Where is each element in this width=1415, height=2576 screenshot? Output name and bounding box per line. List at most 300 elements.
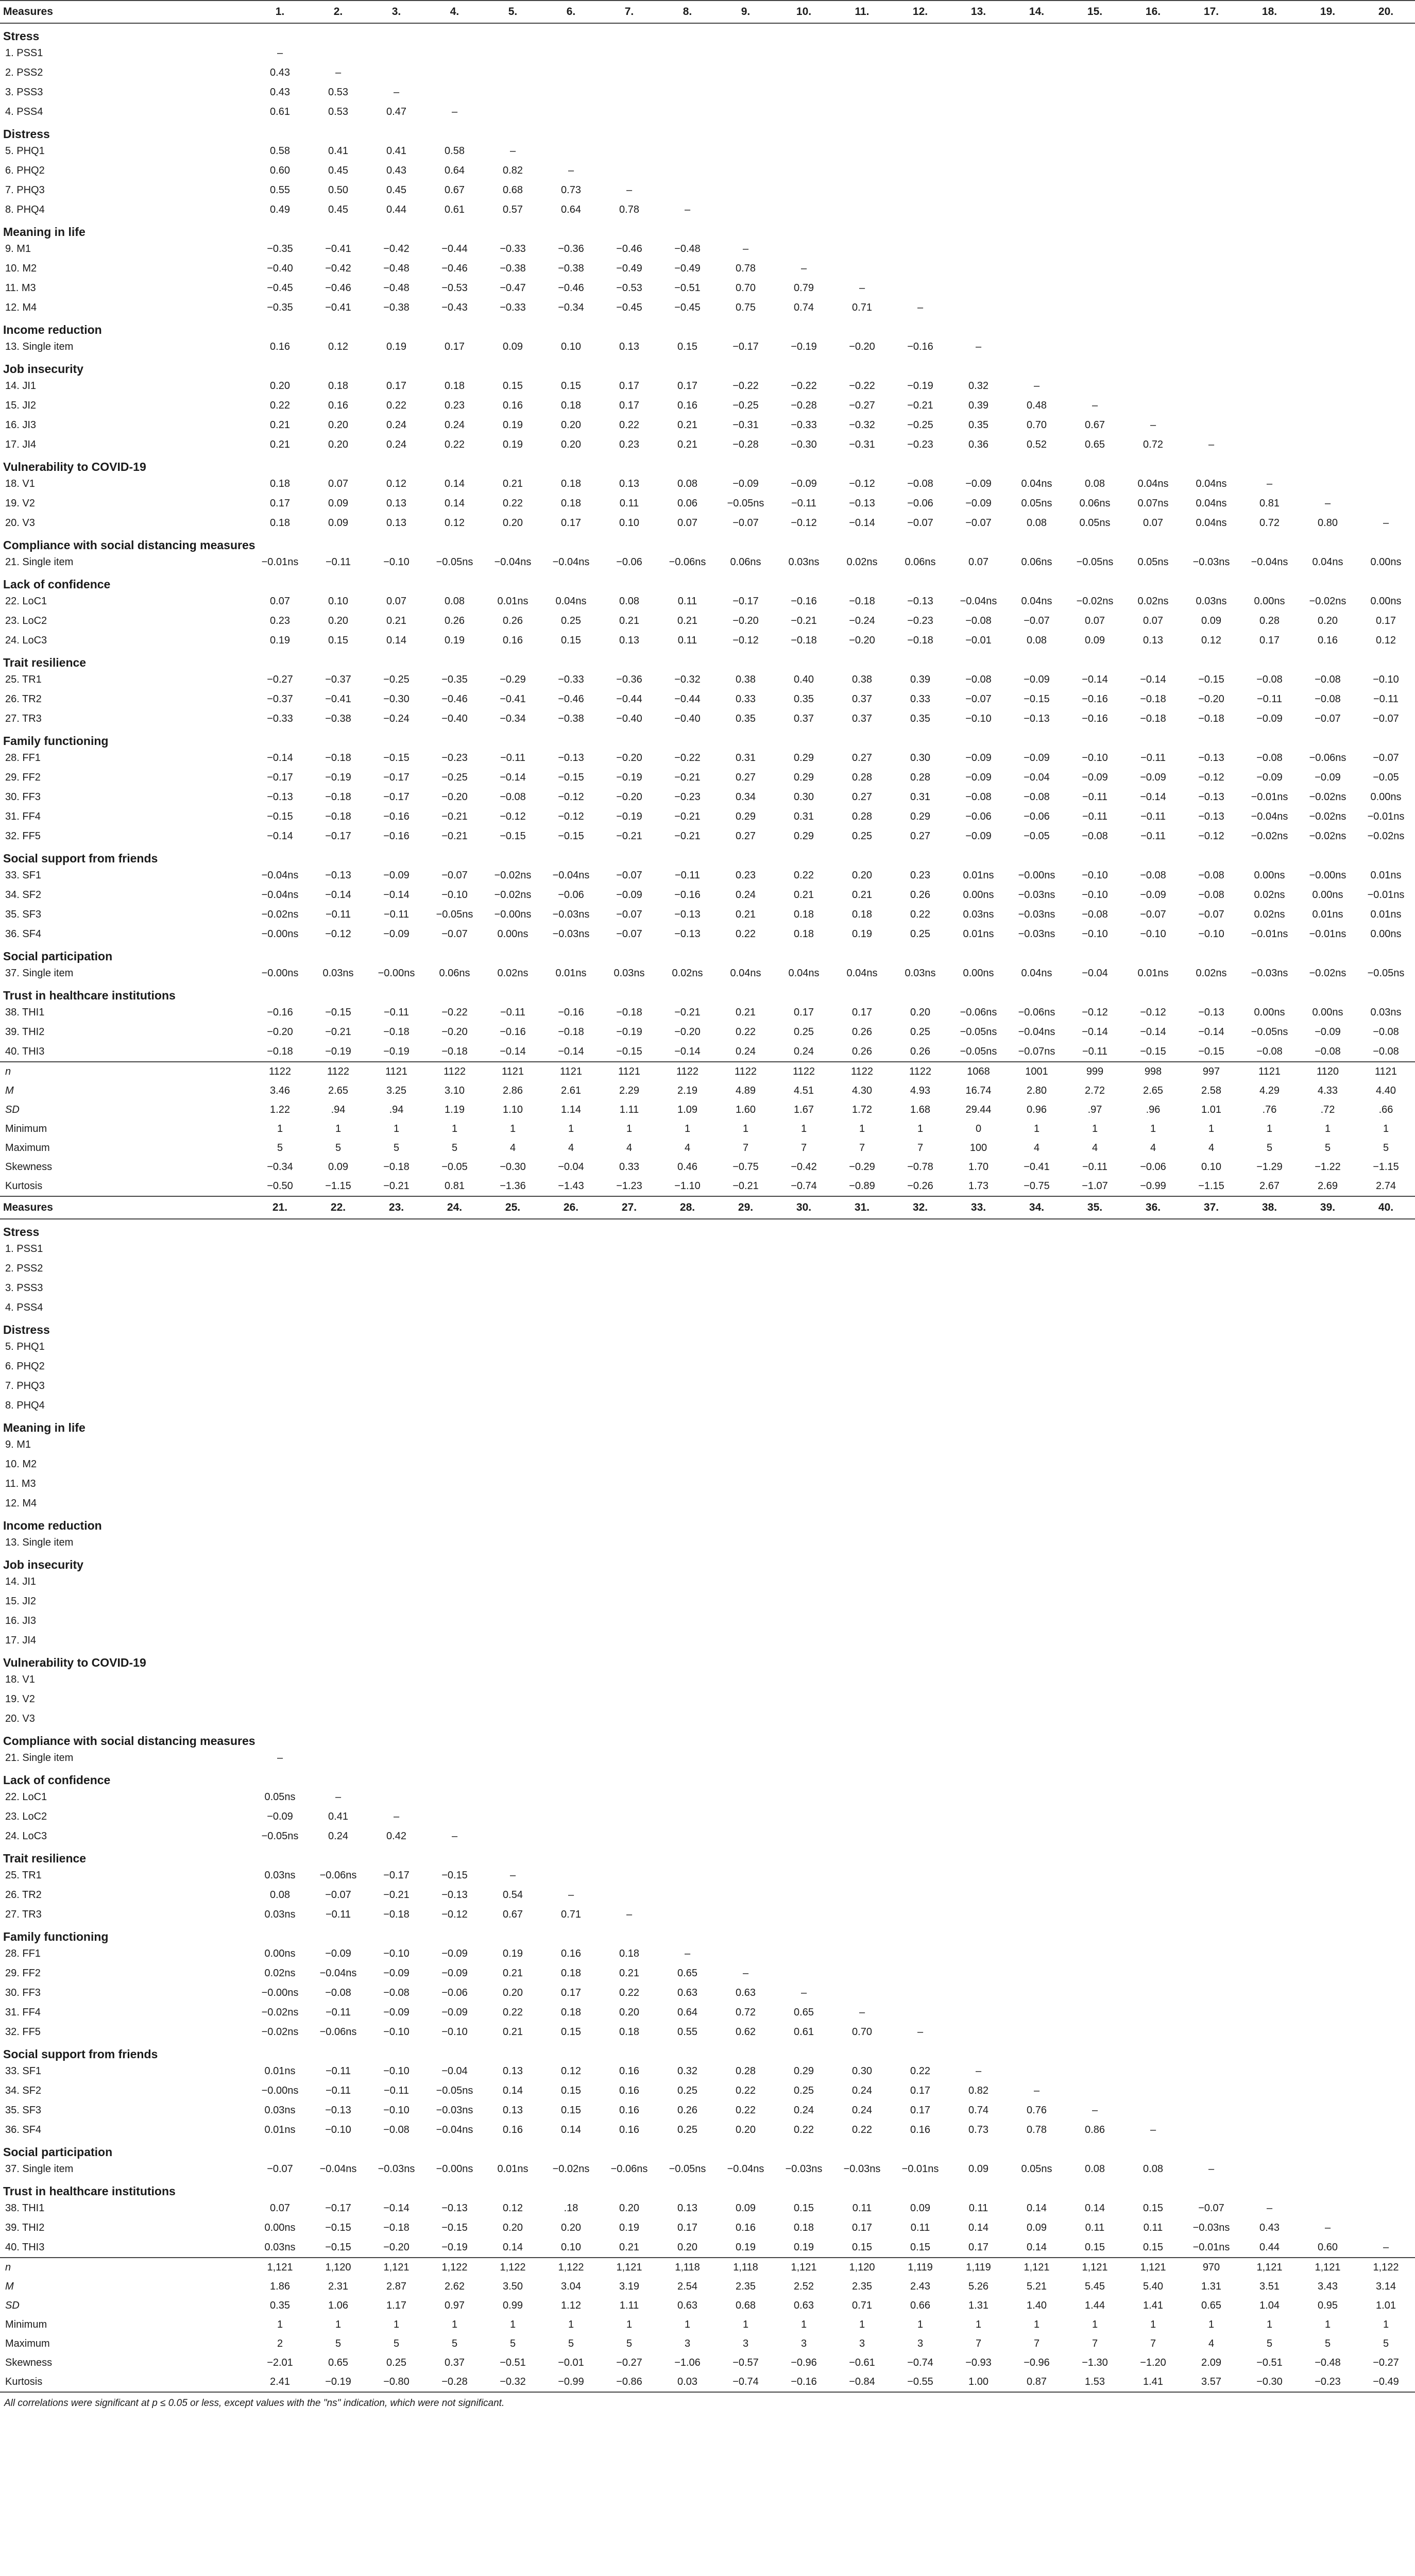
table-cell bbox=[1240, 2081, 1299, 2100]
table-cell: 0.14 bbox=[1027, 2241, 1047, 2253]
table-cell bbox=[542, 1572, 600, 1591]
table-cell bbox=[309, 1278, 367, 1298]
table-cell bbox=[1008, 2022, 1066, 2042]
table-cell bbox=[1124, 1572, 1182, 1591]
table-cell bbox=[600, 1396, 658, 1415]
table-cell bbox=[1182, 1337, 1240, 1357]
stats-label: Minimum bbox=[5, 2319, 47, 2330]
stats-cell: 2.35 bbox=[852, 2281, 872, 2292]
table-cell bbox=[1008, 1709, 1066, 1728]
stats-cell: 1 bbox=[335, 1123, 342, 1134]
table-cell: 0.02ns bbox=[1137, 595, 1169, 607]
table-cell bbox=[1182, 1572, 1240, 1591]
table-cell bbox=[309, 1631, 367, 1650]
table-cell: 0.28 bbox=[1259, 615, 1280, 626]
table-cell bbox=[484, 1533, 542, 1552]
table-cell bbox=[367, 1357, 425, 1376]
table-cell: −0.06 bbox=[1024, 810, 1050, 822]
table-cell: −0.53 bbox=[441, 282, 468, 294]
table-cell bbox=[1182, 1963, 1240, 1983]
table-cell: 0.18 bbox=[619, 1947, 639, 1959]
table-cell bbox=[891, 1591, 949, 1611]
table-cell bbox=[425, 1376, 484, 1396]
table-cell bbox=[600, 1278, 658, 1298]
stats-cell: 2.61 bbox=[561, 1085, 581, 1096]
table-cell: −0.13 bbox=[441, 2202, 468, 2214]
table-cell: −0.03ns bbox=[1251, 967, 1288, 979]
stats-cell: 4 bbox=[568, 1142, 574, 1154]
section-title: Social participation bbox=[3, 950, 113, 963]
table-cell: 0.11 bbox=[1143, 2222, 1163, 2233]
table-cell: 0.23 bbox=[270, 615, 290, 626]
section-row bbox=[0, 1552, 1415, 1572]
table-cell: 0.06ns bbox=[730, 556, 761, 568]
table-cell bbox=[1357, 82, 1415, 102]
table-cell: −0.02ns bbox=[494, 869, 532, 881]
table-cell bbox=[949, 102, 1008, 122]
table-cell: −0.16 bbox=[1082, 713, 1108, 724]
stats-cell: .72 bbox=[1320, 1104, 1335, 1115]
table-cell: −0.10 bbox=[1198, 928, 1224, 940]
table-cell bbox=[833, 1787, 891, 1807]
table-cell: −0.11 bbox=[674, 869, 701, 881]
table-cell bbox=[658, 1748, 717, 1768]
table-cell bbox=[367, 1572, 425, 1591]
table-cell bbox=[1299, 337, 1357, 357]
table-cell: 0.78 bbox=[736, 262, 756, 274]
column-header: 3. bbox=[367, 1, 425, 23]
row-label: 21. Single item bbox=[5, 556, 74, 568]
stats-cell: 0.81 bbox=[445, 1180, 465, 1192]
table-row bbox=[0, 670, 1415, 689]
table-cell: 0.20 bbox=[561, 438, 581, 450]
table-cell bbox=[1182, 200, 1240, 219]
header-row-a bbox=[0, 1, 1415, 23]
stats-cell: 5.26 bbox=[968, 2281, 988, 2292]
measures-header: Measures bbox=[0, 1, 251, 23]
table-cell: −0.22 bbox=[849, 380, 875, 392]
table-cell: 0.24 bbox=[852, 2104, 872, 2116]
table-cell: 0.28 bbox=[852, 810, 872, 822]
table-cell: 0.21 bbox=[677, 615, 697, 626]
row-label: 40. THI3 bbox=[5, 1045, 45, 1057]
stats-cell: 1 bbox=[917, 2319, 924, 2330]
table-cell bbox=[891, 1454, 949, 1474]
table-cell bbox=[717, 180, 775, 200]
table-cell bbox=[1357, 2061, 1415, 2081]
table-cell bbox=[1357, 1572, 1415, 1591]
row-label: 18. V1 bbox=[5, 478, 35, 489]
stats-cell: 1,120 bbox=[833, 2258, 891, 2277]
table-cell bbox=[1066, 1572, 1124, 1591]
table-cell: −0.12 bbox=[791, 517, 817, 529]
table-cell: 0.03ns bbox=[264, 2241, 296, 2253]
table-cell bbox=[717, 1454, 775, 1474]
table-cell bbox=[833, 1337, 891, 1357]
table-cell bbox=[484, 1278, 542, 1298]
stats-cell: 4 bbox=[1092, 1142, 1098, 1154]
stats-cell: 1.70 bbox=[968, 1161, 988, 1173]
table-cell bbox=[1240, 415, 1299, 435]
table-row bbox=[0, 1611, 1415, 1631]
table-cell bbox=[1008, 102, 1066, 122]
table-cell: 0.22 bbox=[270, 399, 290, 411]
table-cell: −0.02ns bbox=[1309, 830, 1346, 842]
stats-cell: 0.33 bbox=[619, 1161, 639, 1173]
table-cell bbox=[1299, 1748, 1357, 1768]
stats-cell: 7 bbox=[742, 1142, 749, 1154]
stats-cell: 3.10 bbox=[445, 1085, 465, 1096]
table-cell bbox=[1124, 1885, 1182, 1905]
table-cell bbox=[600, 102, 658, 122]
stats-cell: −1.15 bbox=[1198, 1180, 1224, 1192]
table-cell: −0.06ns bbox=[319, 2026, 357, 2038]
table-cell: 0.08 bbox=[1027, 517, 1047, 529]
stats-cell: 1122 bbox=[833, 1062, 891, 1081]
table-cell bbox=[1240, 239, 1299, 259]
table-cell bbox=[367, 1435, 425, 1454]
stats-cell: −0.74 bbox=[791, 1180, 817, 1192]
row-label: 14. JI1 bbox=[5, 1575, 37, 1587]
stats-cell: 3 bbox=[800, 2338, 807, 2349]
table-cell: −0.21 bbox=[674, 1006, 701, 1018]
table-cell: −0.08 bbox=[1315, 1045, 1341, 1057]
table-cell: 0.45 bbox=[386, 184, 406, 196]
section-title: Income reduction bbox=[3, 323, 102, 336]
table-cell: – bbox=[1150, 419, 1156, 431]
table-cell: −0.44 bbox=[441, 243, 468, 255]
table-cell: −0.14 bbox=[383, 889, 410, 901]
stats-cell: 1 bbox=[1266, 1123, 1273, 1134]
table-cell: 0.22 bbox=[736, 1026, 756, 1038]
table-cell: 0.23 bbox=[445, 399, 465, 411]
stats-cell: 2.87 bbox=[386, 2281, 406, 2292]
table-cell: −0.07 bbox=[267, 2163, 293, 2175]
table-cell: −0.15 bbox=[325, 2222, 351, 2233]
table-cell: −0.14 bbox=[1198, 1026, 1224, 1038]
table-cell bbox=[1240, 1631, 1299, 1650]
table-cell bbox=[1182, 1670, 1240, 1689]
stats-cell: 3 bbox=[917, 2338, 924, 2349]
table-cell bbox=[1357, 1337, 1415, 1357]
table-cell bbox=[600, 43, 658, 63]
table-cell bbox=[891, 1376, 949, 1396]
table-cell: 0.44 bbox=[1259, 2241, 1280, 2253]
table-cell bbox=[1008, 1631, 1066, 1650]
table-cell: −0.31 bbox=[732, 419, 759, 431]
table-cell: 0.18 bbox=[270, 517, 290, 529]
table-cell: – bbox=[277, 47, 283, 59]
table-cell: −0.08 bbox=[965, 673, 992, 685]
table-cell: 0.21 bbox=[677, 438, 697, 450]
stats-cell: 4 bbox=[626, 1142, 633, 1154]
table-cell bbox=[1357, 180, 1415, 200]
table-cell bbox=[949, 141, 1008, 161]
table-cell: 0.76 bbox=[1027, 2104, 1047, 2116]
stats-cell: 2.62 bbox=[445, 2281, 465, 2292]
table-cell bbox=[658, 102, 717, 122]
row-label: 36. SF4 bbox=[5, 2124, 42, 2136]
table-cell: 0.10 bbox=[328, 595, 348, 607]
table-cell bbox=[1357, 1826, 1415, 1846]
section-title: Family functioning bbox=[3, 1930, 109, 1943]
table-cell: 0.75 bbox=[736, 301, 756, 313]
stats-cell: 1122 bbox=[658, 1062, 717, 1081]
table-cell bbox=[484, 1494, 542, 1513]
table-cell bbox=[1182, 2061, 1240, 2081]
table-cell bbox=[1008, 1454, 1066, 1474]
table-cell bbox=[1240, 1298, 1299, 1317]
table-cell: 0.78 bbox=[1027, 2124, 1047, 2136]
table-cell: −0.11 bbox=[325, 556, 351, 568]
table-cell bbox=[1357, 200, 1415, 219]
table-cell: 0.22 bbox=[852, 2124, 872, 2136]
table-cell: 0.22 bbox=[736, 2084, 756, 2096]
table-cell bbox=[1008, 1376, 1066, 1396]
table-cell: 0.29 bbox=[794, 2065, 814, 2077]
table-cell: −0.18 bbox=[325, 791, 351, 803]
table-cell bbox=[1299, 239, 1357, 259]
table-cell bbox=[425, 1807, 484, 1826]
table-cell bbox=[949, 239, 1008, 259]
header-row-b bbox=[0, 1196, 1415, 1219]
stats-cell: 2.31 bbox=[328, 2281, 348, 2292]
section-row bbox=[0, 650, 1415, 670]
table-cell: 0.09 bbox=[736, 2202, 756, 2214]
table-cell: 0.27 bbox=[736, 771, 756, 783]
table-cell bbox=[1240, 1905, 1299, 1924]
table-cell: −0.03ns bbox=[552, 908, 590, 920]
table-cell bbox=[1124, 63, 1182, 82]
stats-cell: 1 bbox=[451, 2319, 458, 2330]
table-cell: 0.04ns bbox=[1021, 967, 1052, 979]
table-cell: 0.27 bbox=[852, 752, 872, 764]
table-cell bbox=[1240, 1278, 1299, 1298]
table-cell: −0.04ns bbox=[727, 2163, 764, 2175]
stats-cell: 1 bbox=[742, 2319, 749, 2330]
table-cell bbox=[1008, 239, 1066, 259]
table-cell bbox=[717, 161, 775, 180]
stats-cell: 2.80 bbox=[1027, 1085, 1047, 1096]
table-cell: −0.00ns bbox=[378, 967, 415, 979]
table-cell: 0.07 bbox=[328, 478, 348, 489]
table-cell bbox=[1124, 43, 1182, 63]
row-label: 39. THI2 bbox=[5, 2222, 45, 2233]
table-cell: −0.14 bbox=[849, 517, 875, 529]
table-cell: 0.20 bbox=[503, 517, 523, 529]
table-row bbox=[0, 513, 1415, 533]
stats-cell: 2.72 bbox=[1085, 1085, 1105, 1096]
stats-cell: −0.32 bbox=[484, 2372, 542, 2392]
row-label: 38. THI1 bbox=[5, 1006, 45, 1018]
table-cell: 0.13 bbox=[677, 2202, 697, 2214]
stats-cell: 1,121 bbox=[1299, 2258, 1357, 2277]
table-cell: 0.39 bbox=[910, 673, 930, 685]
table-cell bbox=[251, 1298, 309, 1317]
table-cell bbox=[1008, 63, 1066, 82]
table-cell: −0.02ns bbox=[1309, 967, 1346, 979]
table-cell: −0.18 bbox=[325, 752, 351, 764]
table-cell: −0.15 bbox=[441, 1869, 468, 1881]
table-cell bbox=[425, 1396, 484, 1415]
table-cell: – bbox=[509, 145, 516, 157]
table-cell bbox=[251, 1611, 309, 1631]
table-cell: 0.19 bbox=[270, 634, 290, 646]
table-row bbox=[0, 180, 1415, 200]
table-cell: −0.38 bbox=[500, 262, 526, 274]
table-cell bbox=[1357, 494, 1415, 513]
table-cell: 0.00ns bbox=[1312, 889, 1343, 901]
table-cell: −0.19 bbox=[616, 810, 642, 822]
table-cell bbox=[1124, 1670, 1182, 1689]
stats-label: Skewness bbox=[5, 1161, 53, 1173]
stats-cell: −1.07 bbox=[1082, 1180, 1108, 1192]
table-cell bbox=[1124, 1533, 1182, 1552]
table-cell: −0.09 bbox=[383, 1967, 410, 1979]
stats-cell: 0.97 bbox=[445, 2300, 465, 2311]
table-cell bbox=[484, 1826, 542, 1846]
table-cell bbox=[1182, 1591, 1240, 1611]
table-row bbox=[0, 552, 1415, 572]
stats-cell: −1.30 bbox=[1082, 2357, 1108, 2368]
row-label: 5. PHQ1 bbox=[5, 1341, 45, 1352]
table-cell bbox=[542, 1357, 600, 1376]
table-cell bbox=[717, 1435, 775, 1454]
table-cell bbox=[833, 161, 891, 180]
table-cell: 0.21 bbox=[270, 438, 290, 450]
table-cell bbox=[309, 1357, 367, 1376]
table-cell: 0.33 bbox=[736, 693, 756, 705]
table-cell: 0.17 bbox=[619, 399, 639, 411]
table-row bbox=[0, 435, 1415, 454]
stats-cell: 2 bbox=[277, 2338, 283, 2349]
table-cell bbox=[1357, 1278, 1415, 1298]
column-header: 1. bbox=[251, 1, 309, 23]
table-cell bbox=[1066, 141, 1124, 161]
table-cell bbox=[891, 278, 949, 298]
stats-cell: 1122 bbox=[891, 1062, 949, 1081]
table-cell bbox=[309, 1670, 367, 1689]
table-cell: −0.11 bbox=[1082, 1045, 1108, 1057]
table-cell bbox=[251, 1337, 309, 1357]
table-cell: 0.16 bbox=[503, 399, 523, 411]
table-cell bbox=[717, 1670, 775, 1689]
table-cell bbox=[891, 1435, 949, 1454]
table-cell: −0.09 bbox=[441, 1947, 468, 1959]
stats-cell: −0.80 bbox=[367, 2372, 425, 2392]
section-row bbox=[0, 1219, 1415, 1239]
table-cell bbox=[891, 1298, 949, 1317]
stats-cell: −0.75 bbox=[1024, 1180, 1050, 1192]
row-label: 10. M2 bbox=[5, 262, 37, 274]
table-cell bbox=[658, 1866, 717, 1885]
table-cell bbox=[949, 278, 1008, 298]
table-cell bbox=[1240, 2003, 1299, 2022]
table-cell: 0.74 bbox=[968, 2104, 988, 2116]
table-cell: −0.21 bbox=[674, 771, 701, 783]
table-cell bbox=[1240, 102, 1299, 122]
row-label: 18. V1 bbox=[5, 1673, 35, 1685]
table-cell: −0.06ns bbox=[1309, 752, 1346, 764]
table-cell: 0.74 bbox=[794, 301, 814, 313]
table-cell: 0.47 bbox=[386, 106, 406, 117]
table-cell: −0.07 bbox=[616, 908, 642, 920]
table-cell bbox=[1299, 1357, 1357, 1376]
table-row bbox=[0, 200, 1415, 219]
stats-cell: −0.74 bbox=[907, 2357, 933, 2368]
table-cell: −0.08 bbox=[965, 791, 992, 803]
table-cell: −0.16 bbox=[907, 341, 933, 352]
table-cell: 0.19 bbox=[736, 2241, 756, 2253]
stats-cell: −1.29 bbox=[1256, 1161, 1283, 1173]
table-cell: 0.02ns bbox=[846, 556, 878, 568]
table-row bbox=[0, 1963, 1415, 1983]
table-cell bbox=[309, 1689, 367, 1709]
table-cell: 0.18 bbox=[794, 928, 814, 940]
stats-cell: −0.26 bbox=[907, 1180, 933, 1192]
table-cell: 0.68 bbox=[503, 184, 523, 196]
table-cell: −0.16 bbox=[383, 810, 410, 822]
table-cell: −0.09 bbox=[1140, 771, 1166, 783]
table-cell bbox=[484, 102, 542, 122]
table-cell: −0.12 bbox=[558, 791, 584, 803]
table-cell: 0.02ns bbox=[1196, 967, 1227, 979]
table-cell: −0.20 bbox=[849, 341, 875, 352]
table-cell: 0.26 bbox=[910, 889, 930, 901]
stats-cell: −0.51 bbox=[500, 2357, 526, 2368]
table-cell bbox=[1182, 63, 1240, 82]
table-cell: −0.21 bbox=[383, 1889, 410, 1901]
table-cell bbox=[1182, 1259, 1240, 1278]
table-cell bbox=[542, 1337, 600, 1357]
table-cell bbox=[600, 1748, 658, 1768]
table-cell: 0.25 bbox=[852, 830, 872, 842]
table-row bbox=[0, 748, 1415, 768]
table-cell: −0.02ns bbox=[1309, 810, 1346, 822]
table-cell bbox=[717, 1396, 775, 1415]
table-cell bbox=[1240, 1807, 1299, 1826]
table-cell: 0.26 bbox=[445, 615, 465, 626]
table-cell bbox=[600, 1376, 658, 1396]
table-cell bbox=[1124, 1689, 1182, 1709]
stats-cell: 1122 bbox=[717, 1062, 775, 1081]
stats-cell: 3.51 bbox=[1259, 2281, 1280, 2292]
table-cell: −0.33 bbox=[267, 713, 293, 724]
table-cell bbox=[775, 1748, 833, 1768]
table-cell: −0.18 bbox=[383, 1908, 410, 1920]
stats-cell: 4 bbox=[1033, 1142, 1040, 1154]
table-cell: 0.01ns bbox=[264, 2065, 296, 2077]
stats-row bbox=[0, 2334, 1415, 2353]
table-cell: −0.27 bbox=[267, 673, 293, 685]
table-cell: – bbox=[393, 1810, 400, 1822]
table-cell: – bbox=[917, 2026, 924, 2038]
table-cell bbox=[1182, 2022, 1240, 2042]
stats-cell: −1.10 bbox=[674, 1180, 701, 1192]
table-cell bbox=[1124, 1905, 1182, 1924]
table-cell: 0.16 bbox=[619, 2104, 639, 2116]
table-cell bbox=[891, 1689, 949, 1709]
table-cell: 0.03ns bbox=[1196, 595, 1227, 607]
table-cell: −0.11 bbox=[1140, 830, 1166, 842]
stats-cell: 1 bbox=[393, 2319, 400, 2330]
stats-cell: 1 bbox=[800, 2319, 807, 2330]
table-cell bbox=[1008, 278, 1066, 298]
table-cell: 0.28 bbox=[736, 2065, 756, 2077]
table-cell: 0.07 bbox=[1143, 615, 1163, 626]
table-cell bbox=[367, 1396, 425, 1415]
table-cell bbox=[949, 1885, 1008, 1905]
